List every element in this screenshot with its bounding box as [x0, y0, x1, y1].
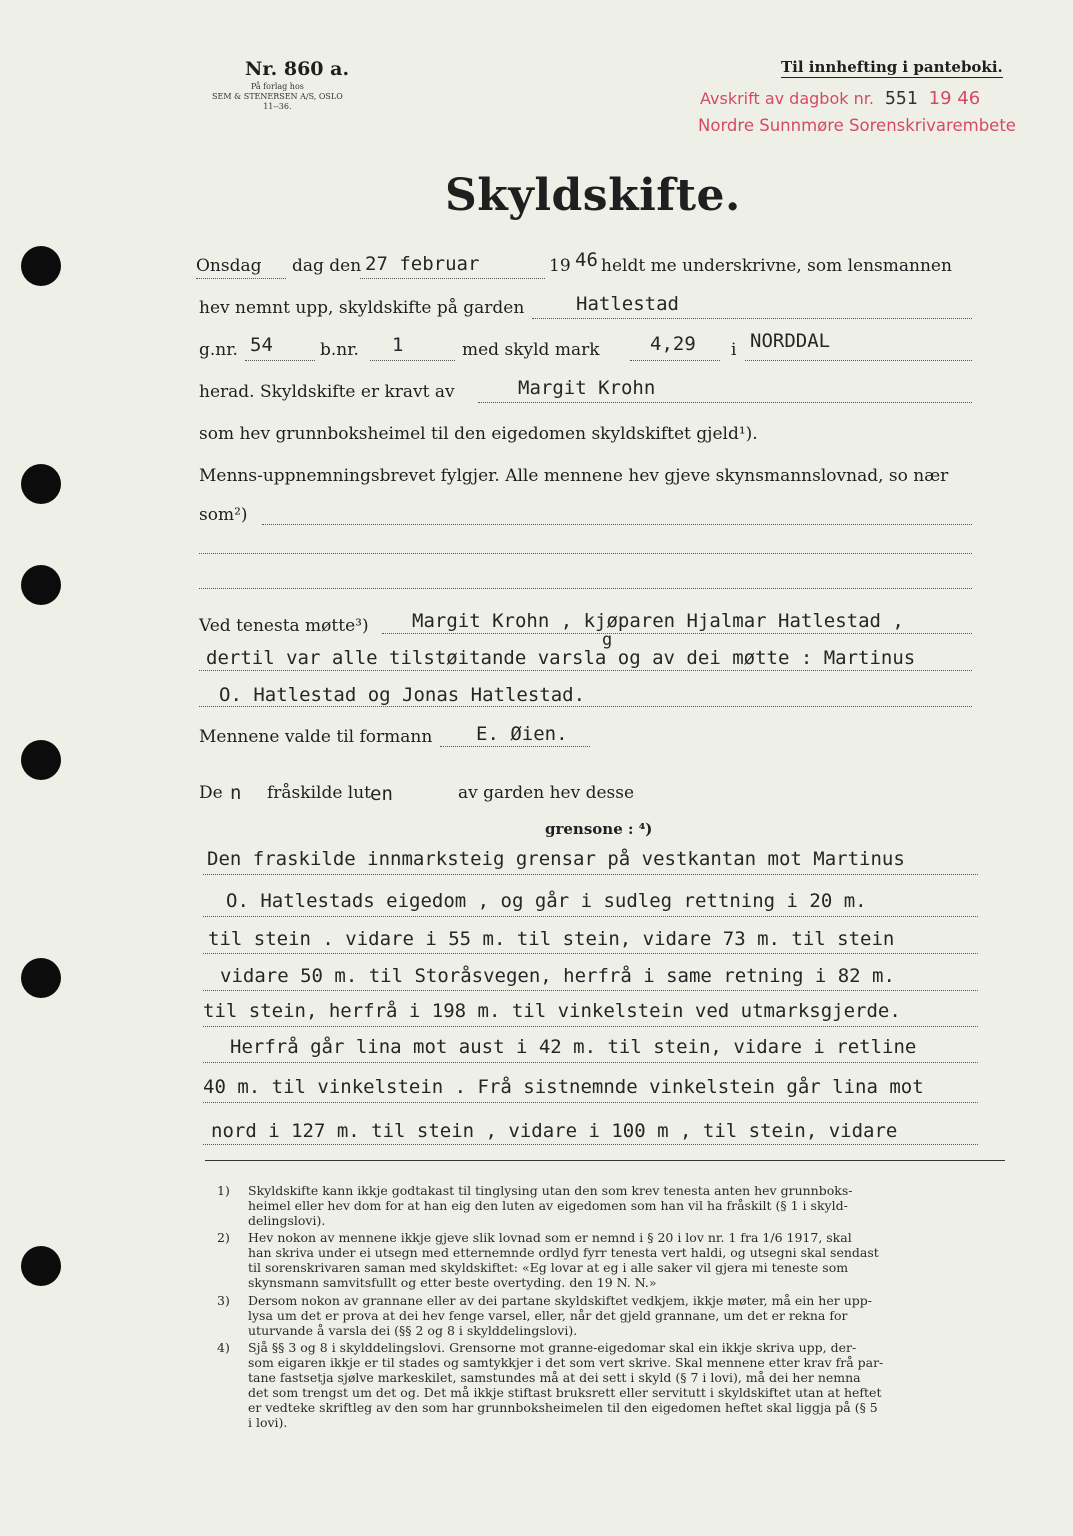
- footnote-2: [248, 1230, 879, 1290]
- dotted-rule: [478, 402, 972, 403]
- skyld-mark-value: 4,29: [650, 333, 696, 355]
- description-line: Den fraskilde innmarksteig grensar på vestkantan mot Martinus: [207, 848, 905, 870]
- label-fraskilde-lut: fråskilde lut: [267, 783, 372, 803]
- dotted-rule: [199, 553, 972, 554]
- label-attended: Ved tenesta møtte³): [199, 616, 369, 636]
- footnote-line: han skriva under ei utsegn med etternemnde ordlyd fyrr tenesta vert haldi, og utsegni skal sendast: [248, 1245, 879, 1260]
- chairman-name: E. Øien.: [476, 723, 568, 745]
- dotted-rule: [203, 953, 978, 954]
- handwritten-mark: g: [602, 630, 613, 650]
- filing-hint: Til innhefting i panteboki.: [781, 58, 1003, 76]
- footnote-line: tane fastsetja sjølve markeskilet, samstundes må at dei sett i skyld (§ 7 i lovi), må dei her nemna: [248, 1370, 861, 1385]
- stamp-year: 19 46: [928, 88, 981, 109]
- line-day: [196, 256, 262, 276]
- line-2-text: hev nemnt upp, skyldskifte på garden: [199, 298, 525, 318]
- description-line: O. Hatlestads eigedom , og går i sudleg rettning i 20 m.: [226, 890, 867, 912]
- dotted-rule: [440, 746, 590, 747]
- line-5-text: som hev grunnboksheimel til den eigedomen skyldskiftet gjeld¹).: [199, 424, 758, 444]
- gnr-value: 54: [250, 334, 273, 356]
- dotted-rule: [199, 706, 972, 707]
- stamp-label: Avskrift av dagbok nr.: [700, 89, 874, 108]
- description-line: til stein . vidare i 55 m. til stein, vidare 73 m. til stein: [208, 928, 895, 950]
- footnote-line: Hev nokon av mennene ikkje gjeve slik lovnad som er nemnd i § 20 i lov nr. 1 fra 1/6 1917, skal: [248, 1230, 852, 1245]
- dotted-rule: [203, 874, 978, 875]
- municipality: NORDDAL: [750, 330, 831, 352]
- footnote-line: delingslovi).: [248, 1213, 326, 1228]
- label-bnr: b.nr.: [320, 340, 359, 360]
- farm-name: Hatlestad: [576, 293, 679, 315]
- dotted-rule: [203, 990, 978, 991]
- footnote-4: [248, 1340, 883, 1430]
- line-1-text: heldt me underskrivne, som lensmannen: [601, 256, 952, 276]
- document-title: Skyldskifte.: [445, 170, 741, 221]
- dotted-rule: [262, 524, 972, 525]
- dotted-rule: [360, 278, 545, 279]
- dotted-rule: [196, 278, 286, 279]
- day-of-week: Onsdag: [196, 256, 262, 276]
- label-gnr: g.nr.: [199, 340, 238, 360]
- attendees-line: Margit Krohn , kjøparen Hjalmar Hatlestad ,: [412, 610, 904, 632]
- dotted-rule: [532, 318, 972, 319]
- handwritten-n: n: [230, 782, 242, 804]
- label-dag-den: dag den: [292, 256, 362, 276]
- form-number: Nr. 860 a.: [245, 58, 350, 80]
- bnr-value: 1: [392, 334, 404, 356]
- punch-hole: [21, 740, 61, 780]
- footnote-number: 3): [217, 1293, 230, 1308]
- dotted-rule: [630, 360, 720, 361]
- dotted-rule: [199, 670, 972, 671]
- dotted-rule: [203, 1144, 978, 1145]
- footnote-line: Sjå §§ 3 og 8 i skylddelingslovi. Grensorne mot granne-eigedomar skal ein ikkje skriva upp, der-: [248, 1340, 857, 1355]
- footnote-line: er vedteke skriftleg av den som har grunnboksheimelen til den eigedomen heftet skal liggja på (§ 5: [248, 1400, 878, 1415]
- printer-imprint: [212, 82, 343, 112]
- footnote-line: Skyldskifte kann ikkje godtakast til tinglysing utan den som krev tenesta anten hev grunnboks-: [248, 1183, 853, 1198]
- footnote-line: skynsmann samvitsfullt og etter beste overtyding. den 19 N. N.»: [248, 1275, 657, 1290]
- dotted-rule: [745, 360, 972, 361]
- punch-hole: [21, 246, 61, 286]
- stamp-office: Nordre Sunnmøre Sorenskrivarembete: [698, 116, 1016, 135]
- label-de: De: [199, 783, 223, 803]
- line-7-text: som²): [199, 505, 248, 525]
- dotted-rule: [199, 588, 972, 589]
- dotted-rule: [370, 360, 455, 361]
- footnote-1: [248, 1183, 852, 1228]
- year-century: 19: [549, 256, 571, 276]
- handwritten-en: en: [370, 783, 393, 805]
- footnote-line: Dersom nokon av grannane eller av dei partane skyldskiftet vedkjem, ikkje møter, må ein her upp-: [248, 1293, 872, 1308]
- footnote-separator: [205, 1160, 1005, 1161]
- dotted-rule: [203, 1102, 978, 1103]
- footnote-number: 2): [217, 1230, 230, 1245]
- footnote-line: uturvande å varsla dei (§§ 2 og 8 i skylddelingslovi).: [248, 1323, 578, 1338]
- description-line: vidare 50 m. til Storåsvegen, herfrå i same retning i 82 m.: [220, 965, 895, 987]
- punch-hole: [21, 464, 61, 504]
- attendees-continued: dertil var alle tilstøitande varsla og av dei møtte : Martinus: [206, 647, 916, 669]
- dotted-rule: [245, 360, 315, 361]
- label-skyld-mark: med skyld mark: [462, 340, 600, 360]
- attendees-names: O. Hatlestad og Jonas Hatlestad.: [219, 684, 586, 706]
- footnote-line: i lovi).: [248, 1415, 288, 1430]
- footnote-line: lysa um det er prova at dei hev fenge varsel, eller, når det gjeld grannane, um det er rekna for: [248, 1308, 848, 1323]
- stamp-number: 551: [885, 88, 918, 109]
- label-chairman: Mennene valde til formann: [199, 727, 433, 747]
- dotted-rule: [203, 1062, 978, 1063]
- footnote-line: som eigaren ikkje er til stades og samtykkjer i det som vert skrive. Skal mennene etter krav frå par-: [248, 1355, 884, 1370]
- printer-line: SEM & STENERSEN A/S, OSLO: [212, 92, 343, 101]
- printer-line: 11--36.: [263, 102, 292, 111]
- description-line: Herfrå går lina mot aust i 42 m. til stein, vidare i retline: [230, 1036, 917, 1058]
- footnote-line: det som trengst um det og. Det må ikkje stiftast bruksrett eller servitutt i skyldskiftet utan at heftet: [248, 1385, 882, 1400]
- line-6-text: Menns-uppnemningsbrevet fylgjer. Alle mennene hev gjeve skynsmannslovnad, so nær: [199, 466, 949, 486]
- description-line: nord i 127 m. til stein , vidare i 100 m , til stein, vidare: [211, 1120, 898, 1142]
- line-4-text: herad. Skyldskifte er kravt av: [199, 382, 455, 402]
- footnote-number: 1): [217, 1183, 230, 1198]
- requester-name: Margit Krohn: [518, 377, 656, 399]
- label-boundaries: grensone : ⁴): [545, 820, 653, 838]
- dotted-rule: [203, 1026, 978, 1027]
- filled-date: 27 februar: [365, 253, 480, 275]
- punch-hole: [21, 565, 61, 605]
- description-line: 40 m. til vinkelstein . Frå sistnemnde vinkelstein går lina mot: [203, 1076, 924, 1098]
- footnote-3: [248, 1293, 872, 1338]
- punch-hole: [21, 958, 61, 998]
- description-line: til stein, herfrå i 198 m. til vinkelstein ved utmarksgjerde.: [203, 1000, 901, 1022]
- label-garden: av garden hev desse: [458, 783, 635, 803]
- dotted-rule: [203, 916, 978, 917]
- footnote-line: til sorenskrivaren saman med skyldskiftet: «Eg lovar at eg i alle saker vil gjera mi teneste som: [248, 1260, 849, 1275]
- year-digits: 46: [575, 249, 598, 271]
- dotted-rule: [382, 633, 972, 634]
- printer-line: På forlag hos: [250, 82, 304, 91]
- label-i: i: [731, 340, 737, 360]
- registry-stamp: [700, 88, 980, 109]
- punch-hole: [21, 1246, 61, 1286]
- footnote-number: 4): [217, 1340, 230, 1355]
- footnote-line: heimel eller hev dom for at han eig den luten av eigedomen som han vil ha fråskilt (§ 1 i skyld-: [248, 1198, 848, 1213]
